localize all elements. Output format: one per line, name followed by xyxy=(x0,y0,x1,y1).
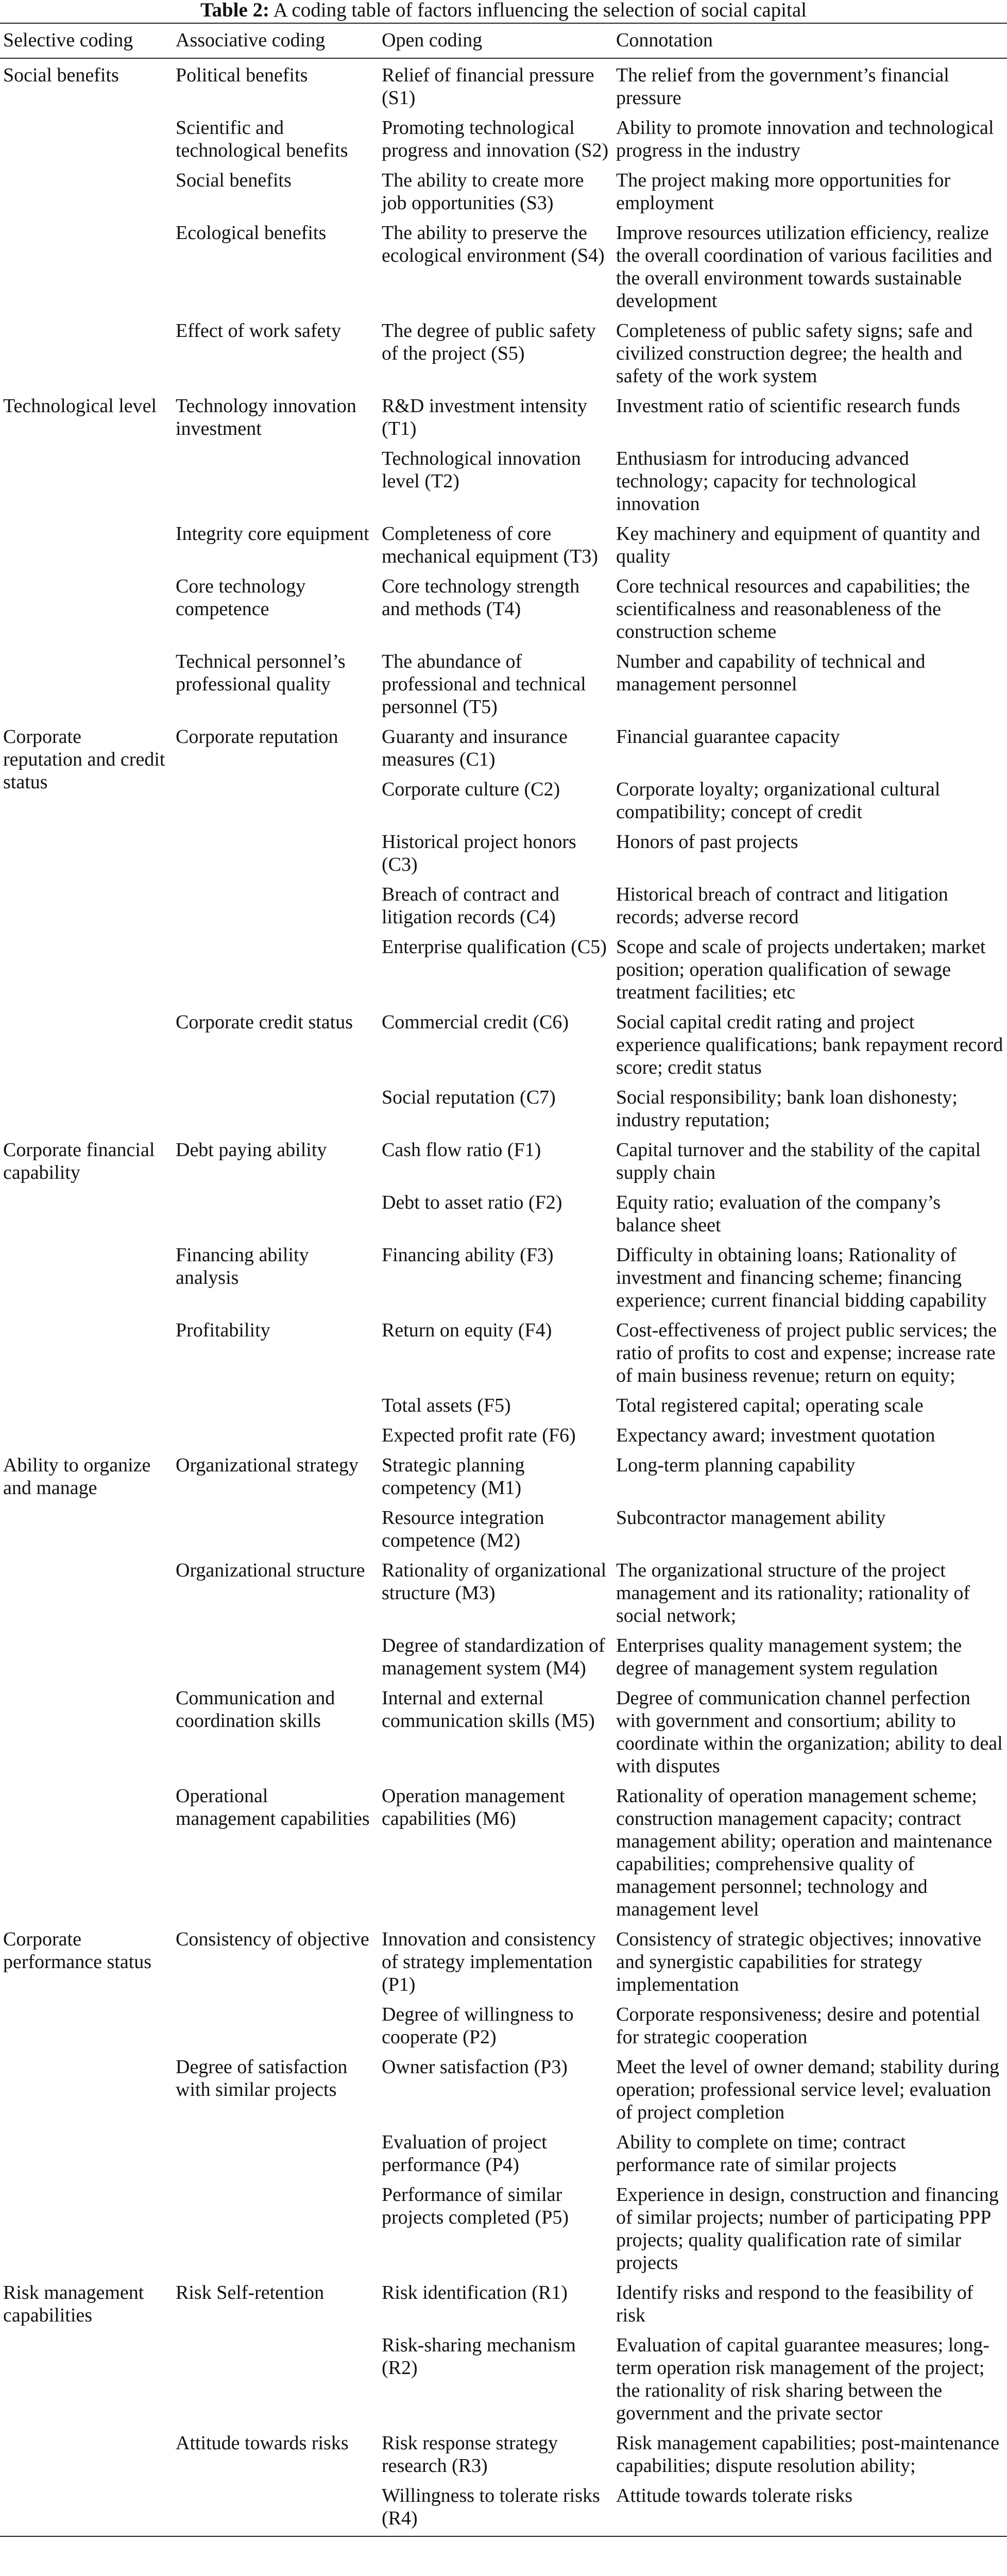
associative-coding-cell: Consistency of objective xyxy=(176,1928,369,1950)
table-body xyxy=(0,58,1007,2536)
selective-coding-cell: Corporate reputation and credit status xyxy=(3,726,165,793)
selective-coding-cell: Risk management capabilities xyxy=(3,2282,144,2326)
connotation-cell: Long-term planning capability xyxy=(616,1454,856,1476)
connotation-cell: Attitude towards tolerate risks xyxy=(616,2485,853,2506)
header-open-coding: Open coding xyxy=(379,23,613,58)
open-coding-cell: Total assets (F5) xyxy=(382,1395,511,1416)
connotation-cell: Improve resources utilization efficiency, realize the overall coordination of various facilities and the overall environment towards sustainable development xyxy=(616,222,993,312)
selective-coding-cell: Technological level xyxy=(3,395,157,417)
connotation-cell: Ability to complete on time; contract performance rate of similar projects xyxy=(616,2131,906,2176)
connotation-cell: Enterprises quality management system; the degree of management system regulation xyxy=(616,1635,962,1679)
table-row xyxy=(0,1453,1007,1505)
open-coding-cell: Internal and external communication skills (M5) xyxy=(382,1687,595,1732)
connotation-cell: Number and capability of technical and management personnel xyxy=(616,651,926,695)
associative-coding-cell: Ecological benefits xyxy=(176,222,327,244)
connotation-cell: Identify risks and respond to the feasibility of risk xyxy=(616,2282,974,2326)
connotation-cell: Experience in design, construction and financing of similar projects; number of participating PPP projects; quality qualification rate of similar projects xyxy=(616,2184,999,2274)
associative-coding-cell: Attitude towards risks xyxy=(176,2432,349,2454)
connotation-cell: Ability to promote innovation and technological progress in the industry xyxy=(616,117,994,161)
open-coding-cell: Resource integration competence (M2) xyxy=(382,1507,544,1551)
header-connotation: Connotation xyxy=(613,23,1007,58)
associative-coding-cell: Political benefits xyxy=(176,64,308,86)
open-coding-cell: Relief of financial pressure (S1) xyxy=(382,64,594,109)
open-coding-cell: Risk-sharing mechanism (R2) xyxy=(382,2334,576,2379)
selective-coding-cell: Corporate performance status xyxy=(3,1928,152,1973)
table-caption xyxy=(0,0,1007,24)
connotation-cell: Equity ratio; evaluation of the company’s balance sheet xyxy=(616,1192,941,1236)
associative-coding-cell: Organizational strategy xyxy=(176,1454,359,1476)
associative-coding-cell: Operational management capabilities xyxy=(176,1785,370,1829)
associative-coding-cell: Profitability xyxy=(176,1319,270,1341)
open-coding-cell: Strategic planning competency (M1) xyxy=(382,1454,525,1499)
connotation-cell: Rationality of operation management scheme; construction management capacity; contract management ability; operation and maintenance capabilities; comprehensive quality of management personnel; technology and management level xyxy=(616,1785,993,1920)
open-coding-cell: Owner satisfaction (P3) xyxy=(382,2056,568,2078)
table-row xyxy=(0,1138,1007,1190)
connotation-cell: Key machinery and equipment of quantity and quality xyxy=(616,523,981,567)
table-row xyxy=(0,724,1007,777)
open-coding-cell: Innovation and consistency of strategy implementation (P1) xyxy=(382,1928,596,1995)
connotation-cell: Social responsibility; bank loan dishonesty; industry reputation; xyxy=(616,1087,958,1131)
connotation-cell: Investment ratio of scientific research funds xyxy=(616,395,960,417)
associative-coding-cell: Corporate reputation xyxy=(176,726,338,748)
connotation-cell: Corporate responsiveness; desire and potential for strategic cooperation xyxy=(616,2004,981,2048)
connotation-cell: Expectancy award; investment quotation xyxy=(616,1425,935,1446)
open-coding-cell: Financing ability (F3) xyxy=(382,1244,554,1266)
header-selective-coding: Selective coding xyxy=(0,23,173,58)
connotation-cell: Subcontractor management ability xyxy=(616,1507,886,1529)
selective-coding-cell: Corporate financial capability xyxy=(3,1139,155,1183)
open-coding-cell: Expected profit rate (F6) xyxy=(382,1425,576,1446)
selective-coding-cell: Social benefits xyxy=(3,64,119,86)
table-row xyxy=(0,394,1007,446)
open-coding-cell: The ability to create more job opportunities (S3) xyxy=(382,170,584,214)
connotation-cell: Meet the level of owner demand; stability during operation; professional service level; evaluation of project completion xyxy=(616,2056,999,2123)
table-row xyxy=(0,2280,1007,2333)
selective-coding-cell: Ability to organize and manage xyxy=(3,1454,151,1499)
connotation-cell: Consistency of strategic objectives; innovative and synergistic capabilities for strategy implementation xyxy=(616,1928,982,1995)
associative-coding-cell: Debt paying ability xyxy=(176,1139,327,1161)
open-coding-cell: Corporate culture (C2) xyxy=(382,778,560,800)
associative-coding-cell: Technical personnel’s professional quality xyxy=(176,651,346,695)
open-coding-cell: Willingness to tolerate risks (R4) xyxy=(382,2485,600,2529)
associative-coding-cell: Effect of work safety xyxy=(176,320,342,342)
open-coding-cell: Debt to asset ratio (F2) xyxy=(382,1192,562,1213)
connotation-cell: Cost-effectiveness of project public services; the ratio of profits to cost and expense; increase rate of main business revenue; return on equity; xyxy=(616,1319,997,1386)
open-coding-cell: Breach of contract and litigation records (C4) xyxy=(382,884,559,928)
connotation-cell: Social capital credit rating and project experience qualifications; bank repayment record score; credit status xyxy=(616,1011,1003,1078)
table-row xyxy=(0,1927,1007,2002)
associative-coding-cell: Corporate credit status xyxy=(176,1011,353,1033)
open-coding-cell: Core technology strength and methods (T4) xyxy=(382,575,580,620)
open-coding-cell: Promoting technological progress and innovation (S2) xyxy=(382,117,609,161)
open-coding-cell: Enterprise qualification (C5) xyxy=(382,936,607,958)
open-coding-cell: The ability to preserve the ecological environment (S4) xyxy=(382,222,605,266)
open-coding-cell: Performance of similar projects completed (P5) xyxy=(382,2184,569,2228)
open-coding-cell: Social reputation (C7) xyxy=(382,1087,556,1108)
coding-table xyxy=(0,23,1007,2537)
connotation-cell: Degree of communication channel perfection with government and consortium; ability to coordinate within the organization; ability to deal with disputes xyxy=(616,1687,1003,1777)
associative-coding-cell: Scientific and technological benefits xyxy=(176,117,348,161)
connotation-cell: Evaluation of capital guarantee measures; long-term operation risk management of the project; the rationality of risk sharing between the government and the private sector xyxy=(616,2334,989,2424)
open-coding-cell: Evaluation of project performance (P4) xyxy=(382,2131,547,2176)
connotation-cell: Financial guarantee capacity xyxy=(616,726,840,748)
associative-coding-cell: Integrity core equipment xyxy=(176,523,369,545)
header-row xyxy=(0,23,1007,58)
associative-coding-cell: Communication and coordination skills xyxy=(176,1687,335,1732)
table-label: Table 2: xyxy=(200,0,270,21)
open-coding-cell: Commercial credit (C6) xyxy=(382,1011,569,1033)
connotation-cell: Enthusiasm for introducing advanced technology; capacity for technological innovation xyxy=(616,448,917,515)
open-coding-cell: Risk response strategy research (R3) xyxy=(382,2432,558,2477)
connotation-cell: Historical breach of contract and litigation records; adverse record xyxy=(616,884,948,928)
connotation-cell: Completeness of public safety signs; safe and civilized construction degree; the health and safety of the work system xyxy=(616,320,973,387)
open-coding-cell: The abundance of professional and technical personnel (T5) xyxy=(382,651,586,718)
connotation-cell: The relief from the government’s financial pressure xyxy=(616,64,949,109)
open-coding-cell: The degree of public safety of the project (S5) xyxy=(382,320,596,364)
open-coding-cell: R&D investment intensity (T1) xyxy=(382,395,587,439)
associative-coding-cell: Organizational structure xyxy=(176,1560,365,1581)
connotation-cell: The organizational structure of the project management and its rationality; rationality of social network; xyxy=(616,1560,970,1626)
open-coding-cell: Technological innovation level (T2) xyxy=(382,448,581,492)
associative-coding-cell: Core technology competence xyxy=(176,575,306,620)
table-title: A coding table of factors influencing the selection of social capital xyxy=(273,0,807,21)
associative-coding-cell: Financing ability analysis xyxy=(176,1244,309,1289)
connotation-cell: Risk management capabilities; post-maintenance capabilities; dispute resolution ability; xyxy=(616,2432,999,2477)
connotation-cell: Scope and scale of projects undertaken; market position; operation qualification of sewage treatment facilities; etc xyxy=(616,936,986,1003)
table-row xyxy=(0,58,1007,115)
connotation-cell: The project making more opportunities for employment xyxy=(616,170,950,214)
connotation-cell: Core technical resources and capabilities; the scientificalness and reasonableness of the construction scheme xyxy=(616,575,970,642)
open-coding-cell: Risk identification (R1) xyxy=(382,2282,568,2303)
connotation-cell: Capital turnover and the stability of the capital supply chain xyxy=(616,1139,981,1183)
open-coding-cell: Operation management capabilities (M6) xyxy=(382,1785,565,1829)
header-associative-coding: Associative coding xyxy=(173,23,379,58)
open-coding-cell: Historical project honors (C3) xyxy=(382,831,576,875)
connotation-cell: Honors of past projects xyxy=(616,831,798,853)
connotation-cell: Difficulty in obtaining loans; Rationality of investment and financing scheme; financing experience; current financial bidding capability xyxy=(616,1244,987,1311)
connotation-cell: Total registered capital; operating scale xyxy=(616,1395,924,1416)
open-coding-cell: Degree of standardization of management system (M4) xyxy=(382,1635,605,1679)
associative-coding-cell: Technology innovation investment xyxy=(176,395,356,439)
open-coding-cell: Guaranty and insurance measures (C1) xyxy=(382,726,568,770)
open-coding-cell: Completeness of core mechanical equipment (T3) xyxy=(382,523,598,567)
open-coding-cell: Cash flow ratio (F1) xyxy=(382,1139,541,1161)
open-coding-cell: Rationality of organizational structure (M3) xyxy=(382,1560,607,1604)
associative-coding-cell: Risk Self-retention xyxy=(176,2282,325,2303)
open-coding-cell: Return on equity (F4) xyxy=(382,1319,552,1341)
associative-coding-cell: Social benefits xyxy=(176,170,292,191)
connotation-cell: Corporate loyalty; organizational cultural compatibility; concept of credit xyxy=(616,778,941,823)
associative-coding-cell: Degree of satisfaction with similar projects xyxy=(176,2056,348,2100)
open-coding-cell: Degree of willingness to cooperate (P2) xyxy=(382,2004,574,2048)
